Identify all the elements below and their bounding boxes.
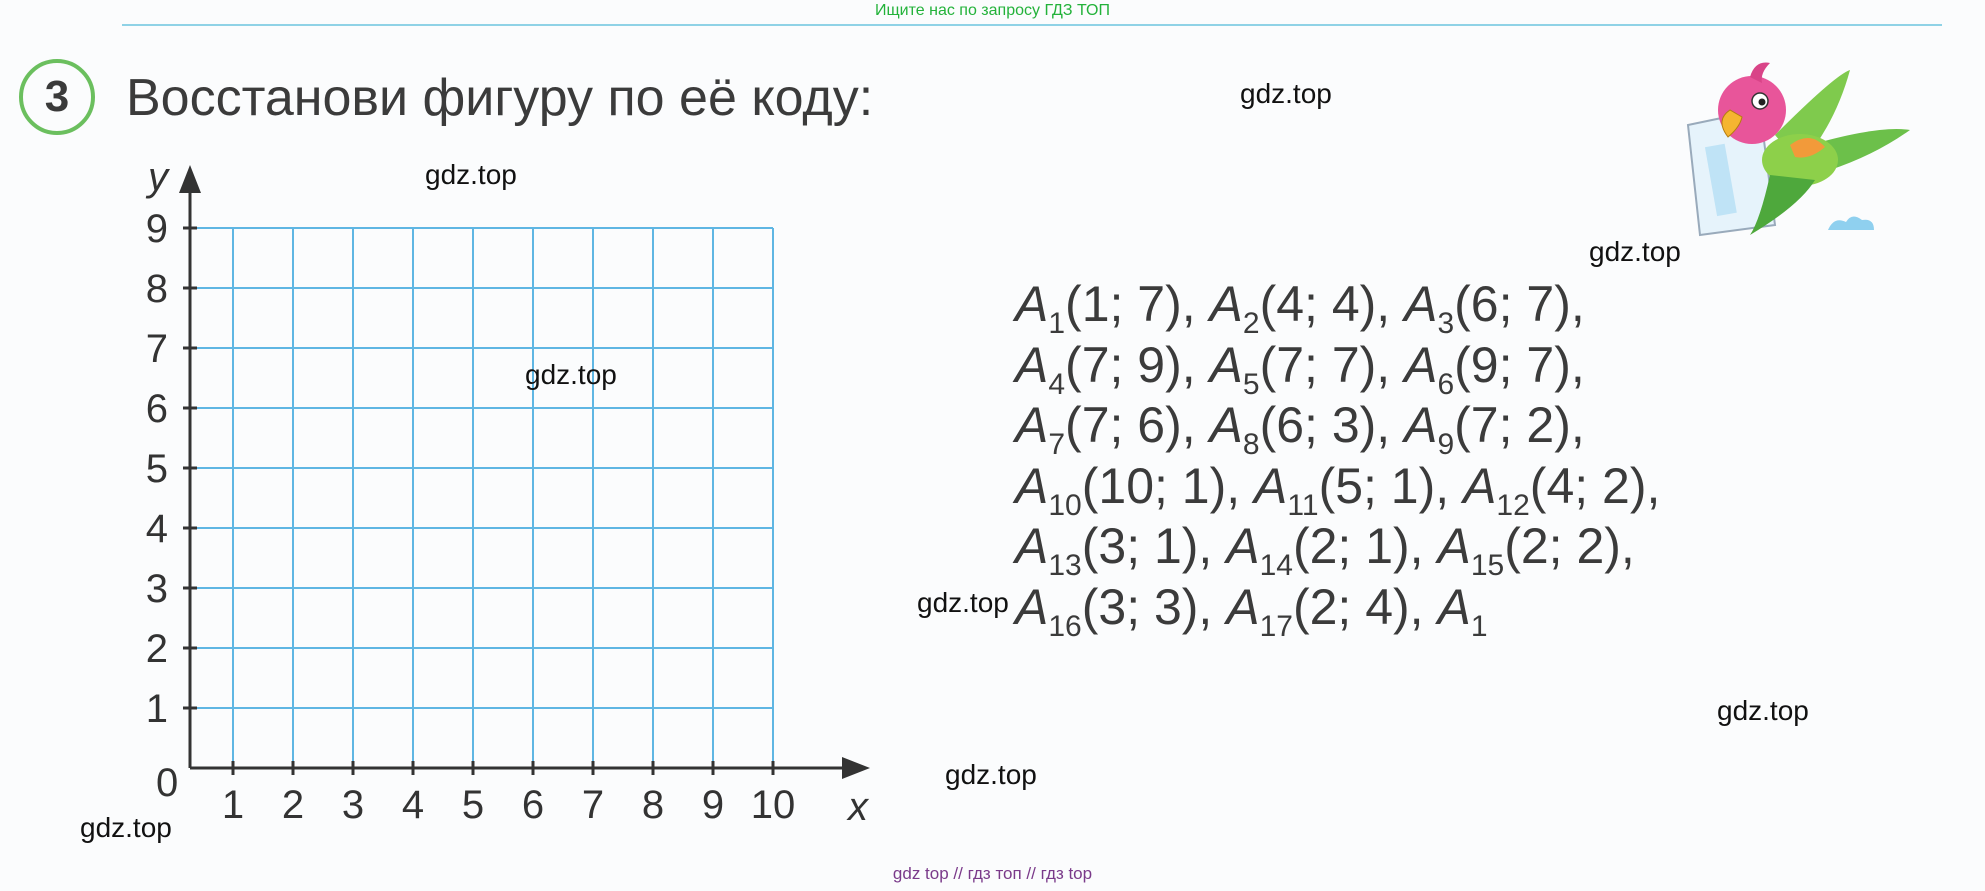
x-tick-label: 10 bbox=[750, 783, 796, 827]
point-entry bbox=[1015, 397, 1196, 461]
footer-links[interactable]: gdz top // гдз топ // гдз top bbox=[892, 864, 1093, 883]
point-index: 17 bbox=[1259, 610, 1293, 643]
coordinate-grid bbox=[110, 160, 890, 830]
y-tick-label: 2 bbox=[145, 627, 168, 671]
coord-line-1 bbox=[1015, 275, 1585, 341]
parrot-pupil bbox=[1759, 99, 1766, 106]
watermark: gdz.top bbox=[1717, 695, 1809, 726]
point-index: 13 bbox=[1048, 549, 1082, 582]
point-name: A bbox=[1404, 337, 1438, 393]
y-tick-label: 1 bbox=[145, 687, 168, 731]
point-name: A bbox=[1015, 458, 1049, 514]
y-tick-label: 7 bbox=[145, 327, 168, 371]
point-entry bbox=[1209, 337, 1391, 401]
point-name: A bbox=[1437, 579, 1471, 635]
point-name: A bbox=[1254, 458, 1288, 514]
point-name: A bbox=[1015, 276, 1049, 332]
x-tick-label: 7 bbox=[581, 783, 605, 827]
y-tick-label: 6 bbox=[145, 387, 168, 431]
point-name: A bbox=[1015, 518, 1049, 574]
x-tick-label: 4 bbox=[401, 783, 425, 827]
point-index: 8 bbox=[1242, 428, 1260, 461]
point-entry bbox=[1254, 458, 1450, 522]
y-tick-label: 3 bbox=[145, 567, 168, 611]
coord-line-6 bbox=[1015, 578, 1488, 644]
x-tick-label: 2 bbox=[281, 783, 305, 827]
watermark: gdz.top bbox=[1589, 236, 1681, 267]
tick-marks bbox=[183, 228, 773, 775]
point-entry bbox=[1015, 579, 1213, 643]
coord-line-3 bbox=[1015, 396, 1585, 462]
axes bbox=[179, 165, 870, 779]
watermark: gdz.top bbox=[425, 159, 517, 190]
point-name: A bbox=[1226, 518, 1260, 574]
point-coords: (7; 9), bbox=[1065, 337, 1196, 393]
point-index: 5 bbox=[1242, 368, 1260, 401]
watermark: gdz.top bbox=[1240, 78, 1332, 109]
cloud-shape bbox=[1828, 216, 1874, 230]
point-index: 6 bbox=[1437, 368, 1455, 401]
point-name: A bbox=[1437, 518, 1471, 574]
point-coords: (3; 3), bbox=[1081, 579, 1213, 635]
point-entry bbox=[1015, 518, 1213, 582]
point-coords: (7; 6), bbox=[1065, 397, 1196, 453]
point-index: 2 bbox=[1242, 307, 1260, 340]
point-entry bbox=[1209, 397, 1391, 461]
point-coords: (10; 1), bbox=[1081, 458, 1241, 514]
point-name: A bbox=[1209, 397, 1243, 453]
y-tick-label: 9 bbox=[145, 207, 168, 251]
coord-line-5 bbox=[1015, 517, 1635, 583]
top-banner[interactable]: Ищите нас по запросу ГДЗ ТОП bbox=[875, 2, 1110, 19]
watermark: gdz.top bbox=[945, 759, 1037, 790]
point-name: A bbox=[1209, 276, 1243, 332]
y-axis-arrow bbox=[179, 165, 201, 193]
y-tick-label: 5 bbox=[145, 447, 168, 491]
point-coords: (6; 7), bbox=[1454, 276, 1585, 332]
point-entry bbox=[1404, 276, 1585, 340]
x-tick-label: 5 bbox=[461, 783, 485, 827]
y-axis-label: y bbox=[148, 160, 168, 199]
point-entry bbox=[1437, 579, 1488, 643]
coord-line-2 bbox=[1015, 336, 1585, 402]
point-index: 12 bbox=[1496, 489, 1530, 522]
point-coords: (1; 7), bbox=[1065, 276, 1196, 332]
task-number-badge bbox=[19, 59, 95, 135]
point-coords: (2; 1), bbox=[1292, 518, 1424, 574]
x-tick-label: 1 bbox=[221, 783, 245, 827]
point-name: A bbox=[1015, 397, 1049, 453]
point-coords: (4; 4), bbox=[1259, 276, 1391, 332]
x-tick-label: 9 bbox=[701, 783, 725, 827]
point-index: 1 bbox=[1470, 610, 1488, 643]
point-coords: (4; 2), bbox=[1529, 458, 1661, 514]
point-coords: (9; 7), bbox=[1454, 337, 1585, 393]
point-entry bbox=[1015, 458, 1241, 522]
watermark: gdz.top bbox=[80, 812, 172, 843]
x-tick-label: 3 bbox=[341, 783, 365, 827]
origin-label: 0 bbox=[156, 761, 179, 805]
coord-line-4 bbox=[1015, 457, 1660, 523]
point-coords: (7; 7), bbox=[1259, 337, 1391, 393]
x-tick-label: 8 bbox=[641, 783, 665, 827]
point-index: 16 bbox=[1048, 610, 1082, 643]
point-entry bbox=[1015, 337, 1196, 401]
point-name: A bbox=[1404, 397, 1438, 453]
task-title: Восстанови фигуру по её коду: bbox=[126, 69, 874, 127]
point-coords: (6; 3), bbox=[1259, 397, 1391, 453]
point-name: A bbox=[1015, 337, 1049, 393]
y-tick-label: 8 bbox=[145, 267, 168, 311]
watermark: gdz.top bbox=[525, 359, 617, 390]
point-coords: (7; 2), bbox=[1454, 397, 1585, 453]
point-coords: (2; 4), bbox=[1292, 579, 1424, 635]
point-entry bbox=[1015, 276, 1196, 340]
task-number: 3 bbox=[44, 72, 70, 121]
grid-lines bbox=[190, 228, 773, 768]
point-coords: (5; 1), bbox=[1318, 458, 1450, 514]
point-index: 10 bbox=[1048, 489, 1082, 522]
tick-labels bbox=[146, 207, 796, 827]
x-tick-label: 6 bbox=[521, 783, 545, 827]
point-name: A bbox=[1209, 337, 1243, 393]
point-coords: (3; 1), bbox=[1081, 518, 1213, 574]
point-name: A bbox=[1226, 579, 1260, 635]
point-name: A bbox=[1015, 579, 1049, 635]
point-index: 4 bbox=[1048, 368, 1066, 401]
point-entry bbox=[1226, 579, 1424, 643]
point-entry bbox=[1226, 518, 1424, 582]
point-name: A bbox=[1404, 276, 1438, 332]
y-tick-label: 4 bbox=[145, 507, 168, 551]
point-entry bbox=[1404, 397, 1585, 461]
point-entry bbox=[1209, 276, 1391, 340]
point-index: 15 bbox=[1470, 549, 1505, 582]
point-index: 7 bbox=[1048, 428, 1066, 461]
point-index: 11 bbox=[1287, 489, 1319, 522]
point-index: 1 bbox=[1048, 307, 1066, 340]
parrot-illustration bbox=[1660, 55, 1915, 240]
x-axis-arrow bbox=[842, 757, 870, 779]
top-divider bbox=[122, 24, 1942, 26]
point-index: 14 bbox=[1259, 549, 1293, 582]
point-index: 3 bbox=[1437, 307, 1455, 340]
point-name: A bbox=[1463, 458, 1497, 514]
point-entry bbox=[1463, 458, 1661, 522]
point-coords: (2; 2), bbox=[1504, 518, 1635, 574]
point-entry bbox=[1437, 518, 1635, 582]
point-index: 9 bbox=[1437, 428, 1455, 461]
x-axis-label: x bbox=[848, 785, 868, 829]
point-entry bbox=[1404, 337, 1585, 401]
watermark: gdz.top bbox=[917, 587, 1009, 618]
